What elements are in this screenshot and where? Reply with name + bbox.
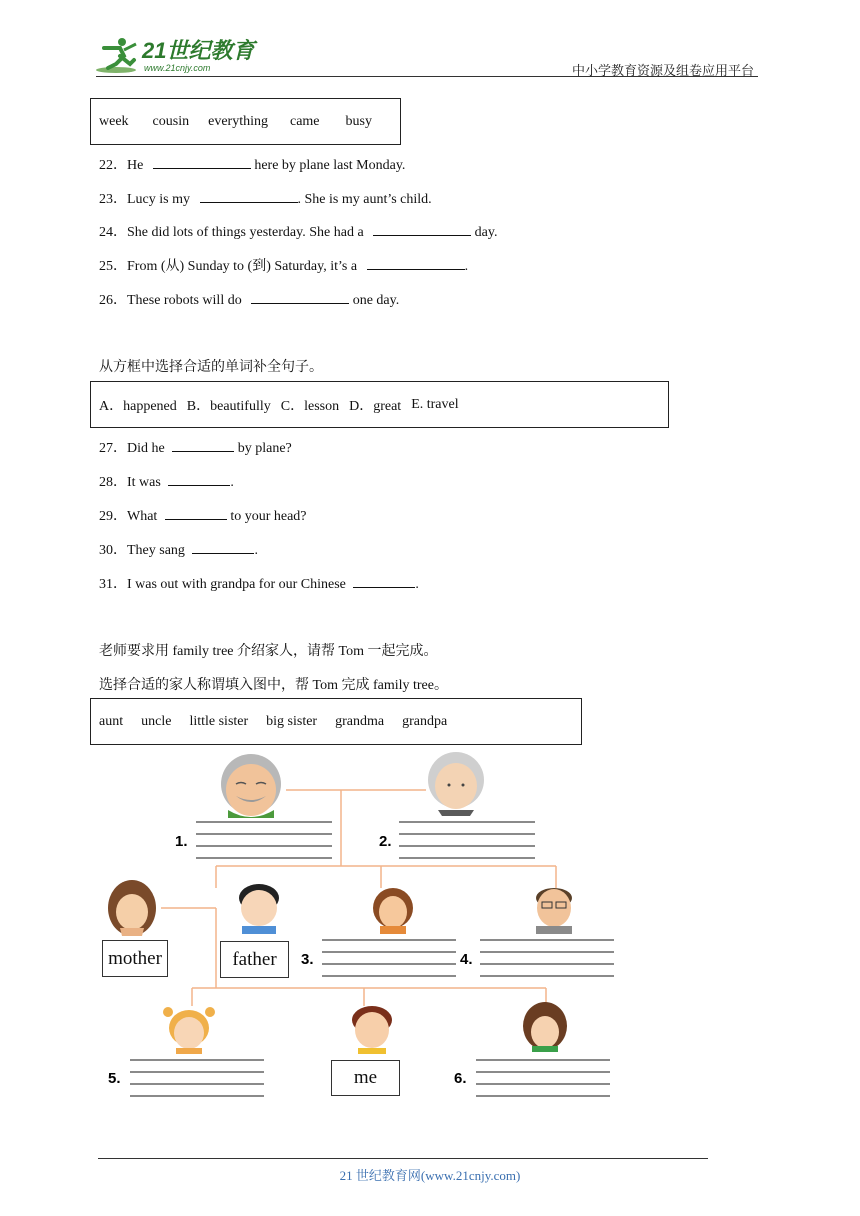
father-face-icon	[239, 884, 279, 934]
grandma-face-icon	[428, 752, 484, 816]
me-label-box: me	[331, 1060, 400, 1096]
tree-number-2: 2.	[379, 833, 392, 850]
word-box-item: little sister	[189, 713, 249, 729]
word-box-2	[90, 381, 669, 428]
word-box-item: big sister	[266, 713, 318, 729]
section3-instruction-1: 老师要求用 family tree 介绍家人，请帮 Tom 一起完成。	[99, 644, 438, 659]
family-tree-diagram	[96, 748, 636, 1108]
tree-number-6: 6.	[454, 1070, 467, 1087]
tree-number-5: 5.	[108, 1070, 121, 1087]
question-number: 26．	[99, 293, 127, 308]
answer-lines-6[interactable]	[476, 1060, 610, 1096]
tree-number-4: 4.	[460, 951, 473, 968]
word-box-item: grandma	[335, 713, 385, 729]
father-label-box: father	[220, 941, 289, 978]
site-logo	[94, 34, 264, 81]
footer-text[interactable]: 21 世纪教育网(www.21cnjy.com)	[339, 1168, 521, 1183]
question-26: 26．These robots will do one day.	[99, 289, 399, 309]
word-box-item: busy	[345, 113, 372, 129]
word-box-item: C．lesson	[280, 398, 340, 414]
mother-label-box: mother	[102, 940, 168, 977]
word-box-item: everything	[208, 113, 268, 129]
header-divider	[96, 76, 758, 77]
section2-instruction: 从方框中选择合适的单词补全句子。	[99, 360, 323, 375]
question-31: 31．I was out with grandpa for our Chinese .	[99, 573, 419, 593]
answer-blank[interactable]	[353, 573, 415, 588]
grandpa-face-icon	[221, 754, 281, 818]
logo-url: www.21cnjy.com	[144, 63, 211, 73]
word-box-item: aunt	[99, 713, 124, 729]
question-24: 24．She did lots of things yesterday. She had a day.	[99, 221, 497, 241]
answer-lines-1[interactable]	[196, 822, 332, 858]
question-number: 30．	[99, 543, 127, 558]
question-number: 23．	[99, 192, 127, 207]
question-29: 29．What to your head?	[99, 505, 307, 525]
word-box-item: cousin	[152, 113, 190, 129]
answer-blank[interactable]	[251, 289, 349, 304]
question-28: 28．It was .	[99, 471, 234, 491]
answer-blank[interactable]	[153, 154, 251, 169]
question-30: 30．They sang .	[99, 539, 258, 559]
word-box-item: uncle	[141, 713, 172, 729]
answer-lines-5[interactable]	[130, 1060, 264, 1096]
question-number: 31．	[99, 577, 127, 592]
word-box-item: week	[99, 113, 129, 129]
answer-blank[interactable]	[172, 437, 234, 452]
word-box-item: grandpa	[402, 713, 448, 729]
word-box-item: came	[289, 113, 320, 129]
logo-text: 21世纪教育	[142, 38, 255, 63]
little-sister-face-icon	[163, 1007, 215, 1054]
question-number: 24．	[99, 225, 127, 240]
word-box-item: A．happened	[99, 398, 177, 414]
answer-lines-4[interactable]	[480, 940, 614, 976]
question-22: 22．He here by plane last Monday.	[99, 154, 405, 174]
answer-blank[interactable]	[192, 539, 254, 554]
tree-number-3: 3.	[301, 951, 314, 968]
answer-blank[interactable]	[367, 255, 465, 270]
question-25: 25．From (从) Sunday to (到) Saturday, it’s a .	[99, 255, 468, 275]
me-face-icon	[352, 1006, 392, 1054]
question-number: 27．	[99, 441, 127, 456]
answer-blank[interactable]	[373, 221, 471, 236]
runner-logo-icon	[94, 34, 264, 76]
question-number: 28．	[99, 475, 127, 490]
header-platform-text: 中小学教育资源及组卷应用平台	[571, 64, 754, 79]
answer-blank[interactable]	[165, 505, 227, 520]
word-box-item: E. travel	[411, 396, 459, 412]
word-box-1	[90, 98, 401, 145]
answer-lines-2[interactable]	[399, 822, 535, 858]
aunt-face-icon	[373, 888, 413, 934]
word-box-item: B．beautifully	[186, 398, 271, 414]
section3-instruction-2: 选择合适的家人称谓填入图中，帮 Tom 完成 family tree。	[99, 678, 448, 693]
question-23: 23．Lucy is my . She is my aunt’s child.	[99, 188, 432, 208]
question-27: 27．Did he by plane?	[99, 437, 292, 457]
answer-blank[interactable]	[200, 188, 298, 203]
footer-divider	[98, 1158, 708, 1159]
answer-lines-3[interactable]	[322, 940, 456, 976]
mother-face-icon	[108, 880, 156, 936]
word-box-3	[90, 698, 582, 745]
big-sister-face-icon	[523, 1002, 567, 1052]
question-number: 25．	[99, 259, 127, 274]
question-number: 22．	[99, 158, 127, 173]
answer-blank[interactable]	[168, 471, 230, 486]
question-number: 29．	[99, 509, 127, 524]
uncle-face-icon	[536, 888, 572, 934]
tree-number-1: 1.	[175, 833, 188, 850]
word-box-item: D．great	[349, 398, 402, 414]
